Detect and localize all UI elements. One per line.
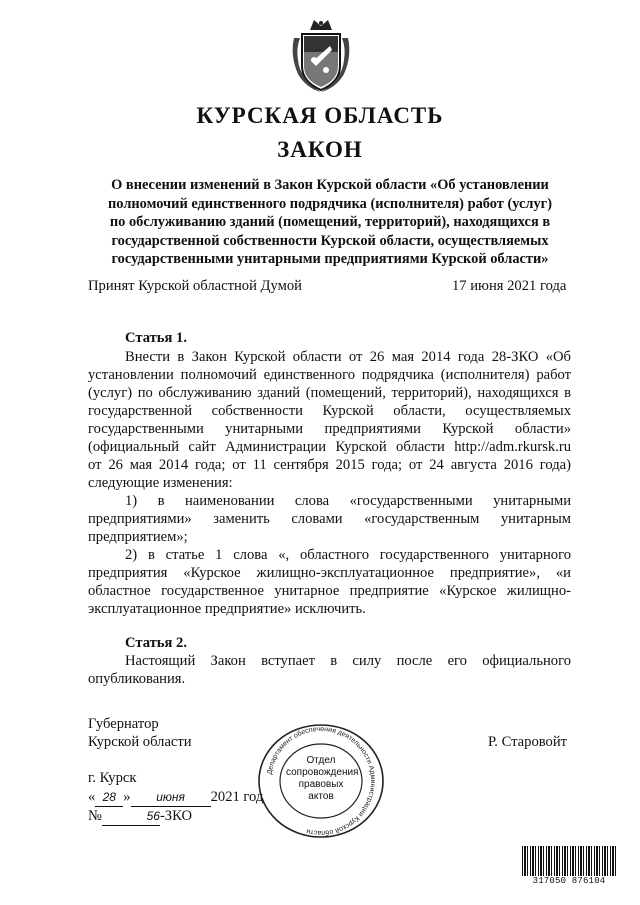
article-1-heading: Статья 1. [125,330,187,346]
signatory-name: Р. Старовойт [488,734,568,750]
date-quote-open: « [88,789,96,805]
article-1-line: (услуг) по обслуживанию зданий (помещений, территорий), находящихся в [88,385,571,401]
article-1-line: следующие изменения: [88,475,233,491]
article-1-line: областное государственное унитарное предприятие «Курское жилищно- [88,583,571,599]
date-month: июня [156,790,185,804]
place-city: г. Курск [88,770,137,786]
article-1-line: (официальный сайт Администрации Курской области http://adm.rkursk.ru [88,439,571,455]
stamp-line: сопровождения [286,767,359,778]
article-1-item: 1) в наименовании слова «государственными унитарными [125,493,571,509]
article-1-line: предприятиями» заменить словами «государственным унитарным [88,511,571,527]
official-stamp [256,722,386,840]
law-number [88,808,192,826]
date-day: 28 [102,790,116,804]
coat-of-arms-icon [290,16,352,94]
subject-line: по обслуживанию зданий (помещений, территорий), находящихся в [109,214,551,231]
article-1-line: предприятия «Курское жилищно-эксплуатационное предприятие», «и [88,565,571,581]
stamp-line: Отдел [306,755,336,766]
signatory-position: Курской области [88,734,192,750]
stamp-ring-text: Департамент обеспечения деятельности Администрации Курской области [266,725,377,837]
law-subject-title [90,176,570,269]
article-1-line: установлении полномочий единственного подрядчика (исполнителя) работ [88,367,571,383]
article-1-line: государственной собственности Курской области, осуществляемых [88,403,571,419]
number-sign: № [88,808,102,824]
article-1-item: 2) в статье 1 слова «, областного государственного унитарного [125,547,571,563]
document-type-title: ЗАКОН [277,137,363,162]
barcode-bars-icon [522,846,616,876]
barcode [522,846,616,886]
region-title: КУРСКАЯ ОБЛАСТЬ [196,103,444,128]
signatory-position: Губернатор [88,716,159,732]
date-year: 2021 год [210,789,264,805]
signing-date [88,789,263,807]
stamp-center [286,755,359,803]
article-2-line: Настоящий Закон вступает в силу после его официального [125,653,571,669]
stamp-line: актов [308,791,334,802]
subject-line: государственной собственности Курской области, осуществляемых [111,232,549,249]
article-2-line: опубликования. [88,671,186,687]
article-2-heading: Статья 2. [125,635,187,651]
adoption-date: 17 июня 2021 года [452,278,567,294]
article-1-line: эксплуатационное предприятие» исключить. [88,601,366,617]
subject-line: полномочий единственного подрядчика (исполнителя) работ (услуг) [108,195,552,212]
article-1-line: от 26 мая 2014 года; от 11 сентября 2015 года; от 24 августа 2016 года) [88,457,571,473]
law-number-suffix: -ЗКО [159,808,193,824]
article-1-line: предприятием»; [88,529,188,545]
barcode-digits: 317050 876104 [532,876,606,886]
subject-line: государственными унитарными предприятиями Курской области» [111,251,549,268]
stamp-line: правовых [298,779,344,790]
date-quote-close: » [123,789,131,805]
article-1-line: государственными унитарными предприятиями Курской области» [88,421,571,437]
law-number-value: 56 [146,809,160,823]
subject-line: О внесении изменений в Закон Курской области «Об установлении [111,177,549,193]
article-1-line: Внести в Закон Курской области от 26 мая 2014 года 28-ЗКО «Об [125,349,571,365]
adopted-by: Принят Курской областной Думой [88,278,302,294]
